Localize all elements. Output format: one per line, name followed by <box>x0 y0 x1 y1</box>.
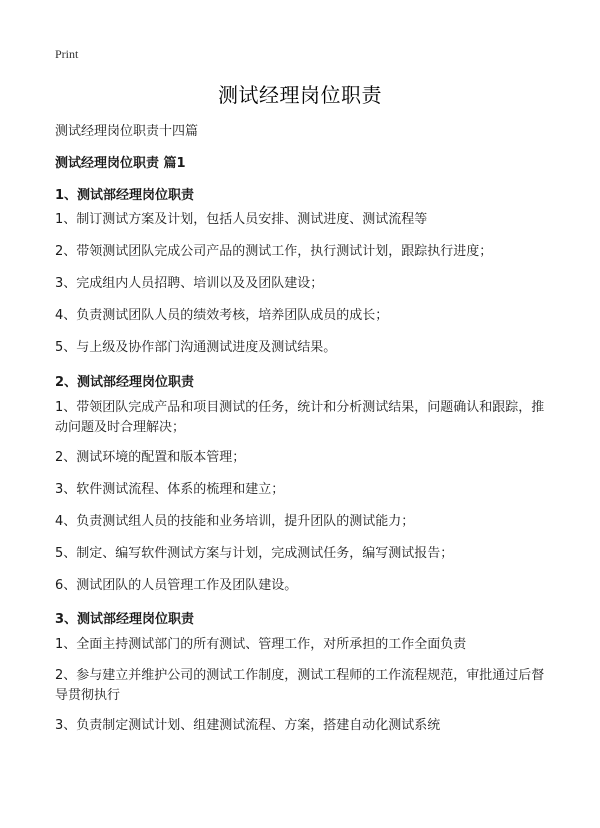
list-item: 2、测试环境的配置和版本管理； <box>55 450 246 465</box>
list-item: 4、负责测试组人员的技能和业务培训，提升团队的测试能力； <box>55 514 415 529</box>
list-item: 5、与上级及协作部门沟通测试进度及测试结果。 <box>55 340 337 355</box>
list-item: 2、带领测试团队完成公司产品的测试工作，执行测试计划，跟踪执行进度； <box>55 244 493 259</box>
list-item: 1、带领团队完成产品和项目测试的任务，统计和分析测试结果，问题确认和跟踪，推动问题及时合理解决； <box>55 400 545 435</box>
list-item: 1、全面主持测试部门的所有测试、管理工作，对所承担的工作全面负责 <box>55 637 467 652</box>
list-item: 1、制订测试方案及计划，包括人员安排、测试进度、测试流程等 <box>55 212 428 227</box>
list-item: 5、制定、编写软件测试方案与计划，完成测试任务，编写测试报告； <box>55 546 454 561</box>
list-item: 3、软件测试流程、体系的梳理和建立； <box>55 482 285 497</box>
section-heading: 3、测试部经理岗位职责 <box>55 612 195 627</box>
list-item: 4、负责测试团队人员的绩效考核，培养团队成员的成长； <box>55 308 389 323</box>
section-heading: 2、测试部经理岗位职责 <box>55 375 195 390</box>
list-item: 3、完成组内人员招聘、培训以及及团队建设； <box>55 276 324 291</box>
article-heading: 测试经理岗位职责 篇1 <box>55 156 186 171</box>
list-item: 6、测试团队的人员管理工作及团队建设。 <box>55 578 298 593</box>
document-title: 测试经理岗位职责 <box>218 83 382 107</box>
list-item: 2、参与建立并维护公司的测试工作制度，测试工程师的工作流程规范，审批通过后督导贯彻执行 <box>55 668 545 703</box>
list-item: 3、负责制定测试计划、组建测试流程、方案，搭建自动化测试系统 <box>55 718 441 733</box>
section-heading: 1、测试部经理岗位职责 <box>55 188 195 203</box>
print-label: Print <box>55 47 79 61</box>
document-subtitle: 测试经理岗位职责十四篇 <box>55 124 199 139</box>
